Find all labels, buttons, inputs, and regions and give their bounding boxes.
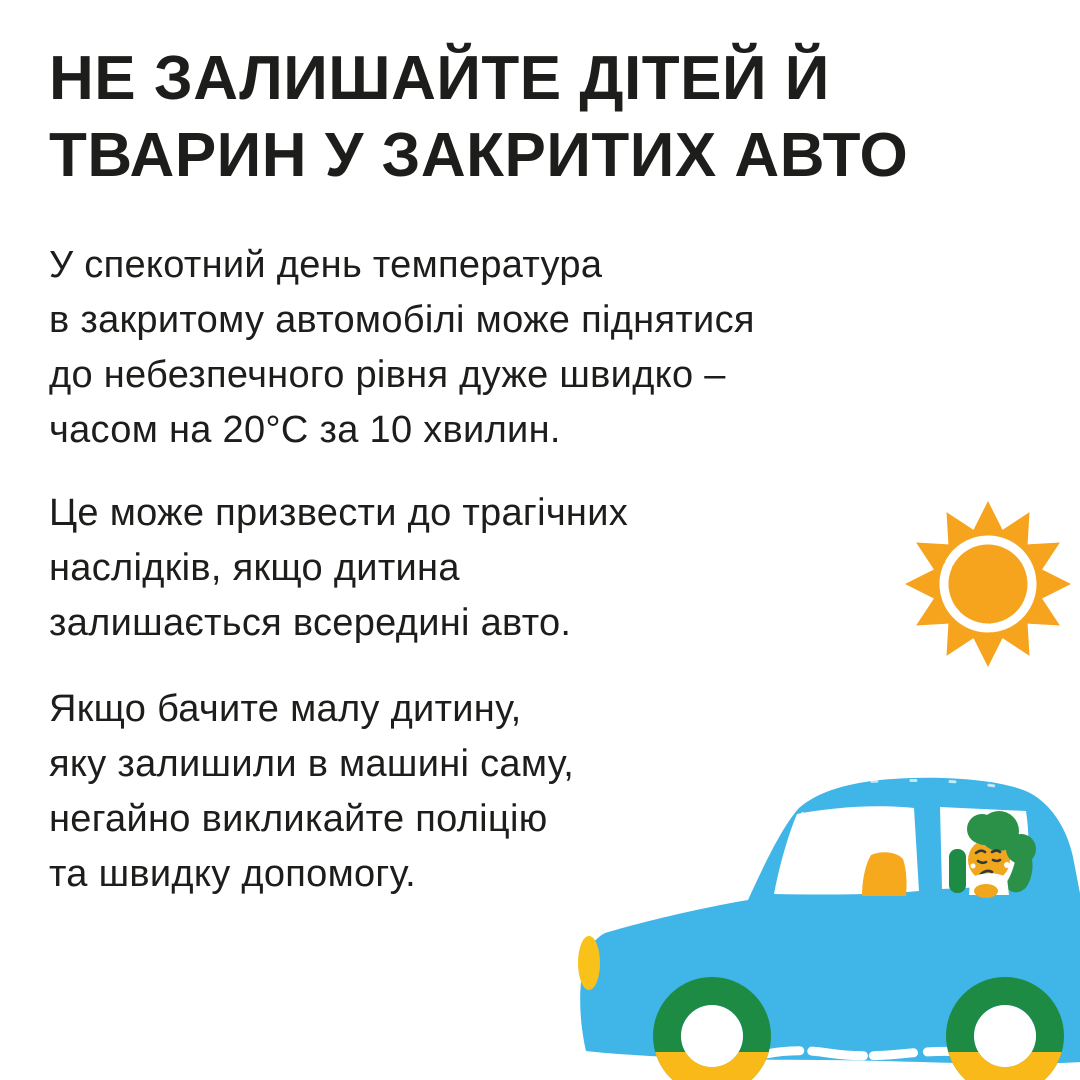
- front-wheel: [667, 991, 757, 1080]
- p1-line-1: У спекотний день температура: [49, 244, 603, 286]
- page-title: [49, 40, 908, 194]
- child-seat: [949, 849, 966, 893]
- highlighted-text-1: може призвести до трагічних: [110, 486, 628, 541]
- p2-line-1: [49, 486, 628, 541]
- p2-line1-start: Це: [49, 492, 110, 534]
- headlight: [578, 936, 600, 990]
- paragraph-call-to-action: [49, 682, 574, 902]
- p2-line2-rest: , якщо дитина: [210, 547, 460, 589]
- car-illustration: [578, 757, 1080, 1080]
- p1-line-2: в закритому автомобілі може піднятися: [49, 299, 755, 341]
- p3-line-3: негайно викликайте поліцію: [49, 798, 548, 840]
- title-line-1: НЕ ЗАЛИШАЙТЕ ДІТЕЙ Й: [49, 44, 830, 113]
- p1-line-4: часом на 20°C за 10 хвилин.: [49, 409, 561, 451]
- title-line-2: ТВАРИН У ЗАКРИТИХ АВТО: [49, 121, 909, 190]
- paragraph-temperature-warning: [49, 238, 755, 458]
- p3-line-4: та швидку допомогу.: [49, 853, 416, 895]
- p3-line-1: Якщо бачите малу дитину,: [49, 688, 522, 730]
- p1-line-3: до небезпечного рівня дуже швидко –: [49, 354, 726, 396]
- sun-icon: [903, 499, 1073, 669]
- p3-line-2: яку залишили в машині саму,: [49, 743, 575, 785]
- p2-line-3: залишається всередині авто.: [49, 602, 572, 644]
- p2-line-2: [49, 541, 628, 596]
- paragraph-tragic-consequences: [49, 486, 628, 651]
- highlighted-text-2: наслідків: [49, 541, 211, 596]
- rear-wheel: [960, 991, 1050, 1080]
